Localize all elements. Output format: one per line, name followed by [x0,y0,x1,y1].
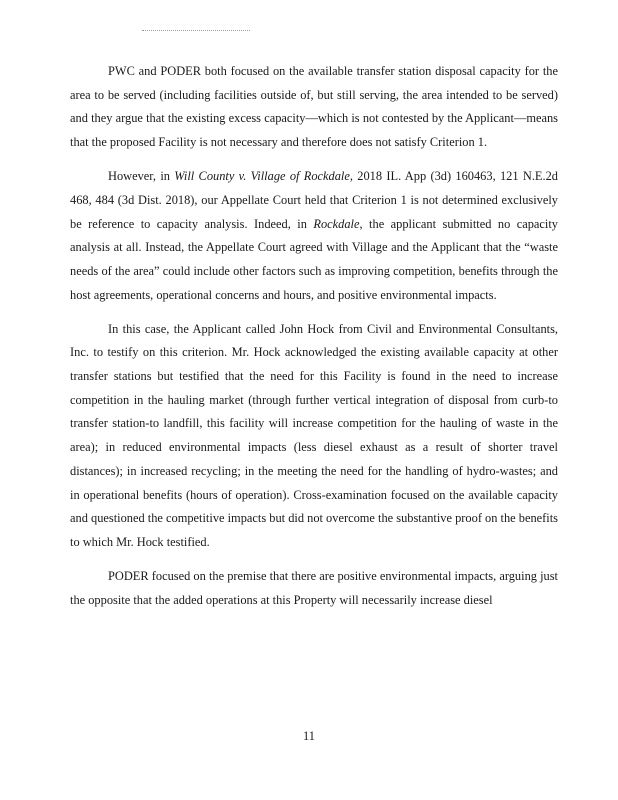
case-short-name: Rockdale [313,216,360,231]
text-run: In this case, the Applicant called John Hock from Civil and Environmental Consultants, Inc. to testify on this criterion. Mr. Hock acknowledged the existing available capacity at other transfer stations but testified that the need for this Facility is found in the need to increase competition in the hauling market (through further vertical integration of disposal from curb-to transfer station-to landfill, this facility will increase competition for the hauling of waste in the area); in reduced environmental impacts (less diesel exhaust as a result of shorter travel distances); in increased recycling; in the meeting the need for the handling of hydro-wastes; and in operational benefits (hours of operation). Cross-examination focused on the available capacity and questioned the competitive impacts but did not overcome the substantive proof on the benefits to which Mr. Hock testified. [70,321,558,549]
paragraph-rockdale-precedent [70,165,558,307]
text-run: , 2018 IL. App (3d) 160463, 121 N.E.2d 468, 484 (3d Dist. 2018), our Appellate Court held that Criterion 1 is not determined exclusively be reference to capacity analysis. Indeed, in [70,169,558,231]
text-run: However, in [108,169,175,184]
text-run: PWC and PODER both focused on the available transfer station disposal capacity for the area to be served (including facilities outside of, but still serving, the area intended to be served) and they argue that the existing excess capacity—which is not contested by the Applicant—means that the proposed Facility is not necessary and therefore does not satisfy Criterion 1. [70,64,558,150]
paragraph-poder-environmental [70,565,558,612]
paragraph-hock-testimony [70,318,558,555]
page-number: 11 [303,729,315,743]
text-run: , the applicant submitted no capacity analysis at all. Instead, the Appellate Court agreed with Village and the Applicant that the “waste needs of the area” could include other factors such as improving competition, benefits through the host agreements, operational concerns and hours, and positive environmental impacts. [70,216,558,302]
text-run: PODER focused on the premise that there are positive environmental impacts, arguing just the opposite that the added operations at this Property will necessarily increase diesel [70,568,558,607]
case-citation: Will County v. Village of Rockdale [174,169,350,184]
document-body [70,60,558,612]
paragraph-capacity-arguments [70,60,558,155]
header-rule [142,30,250,31]
